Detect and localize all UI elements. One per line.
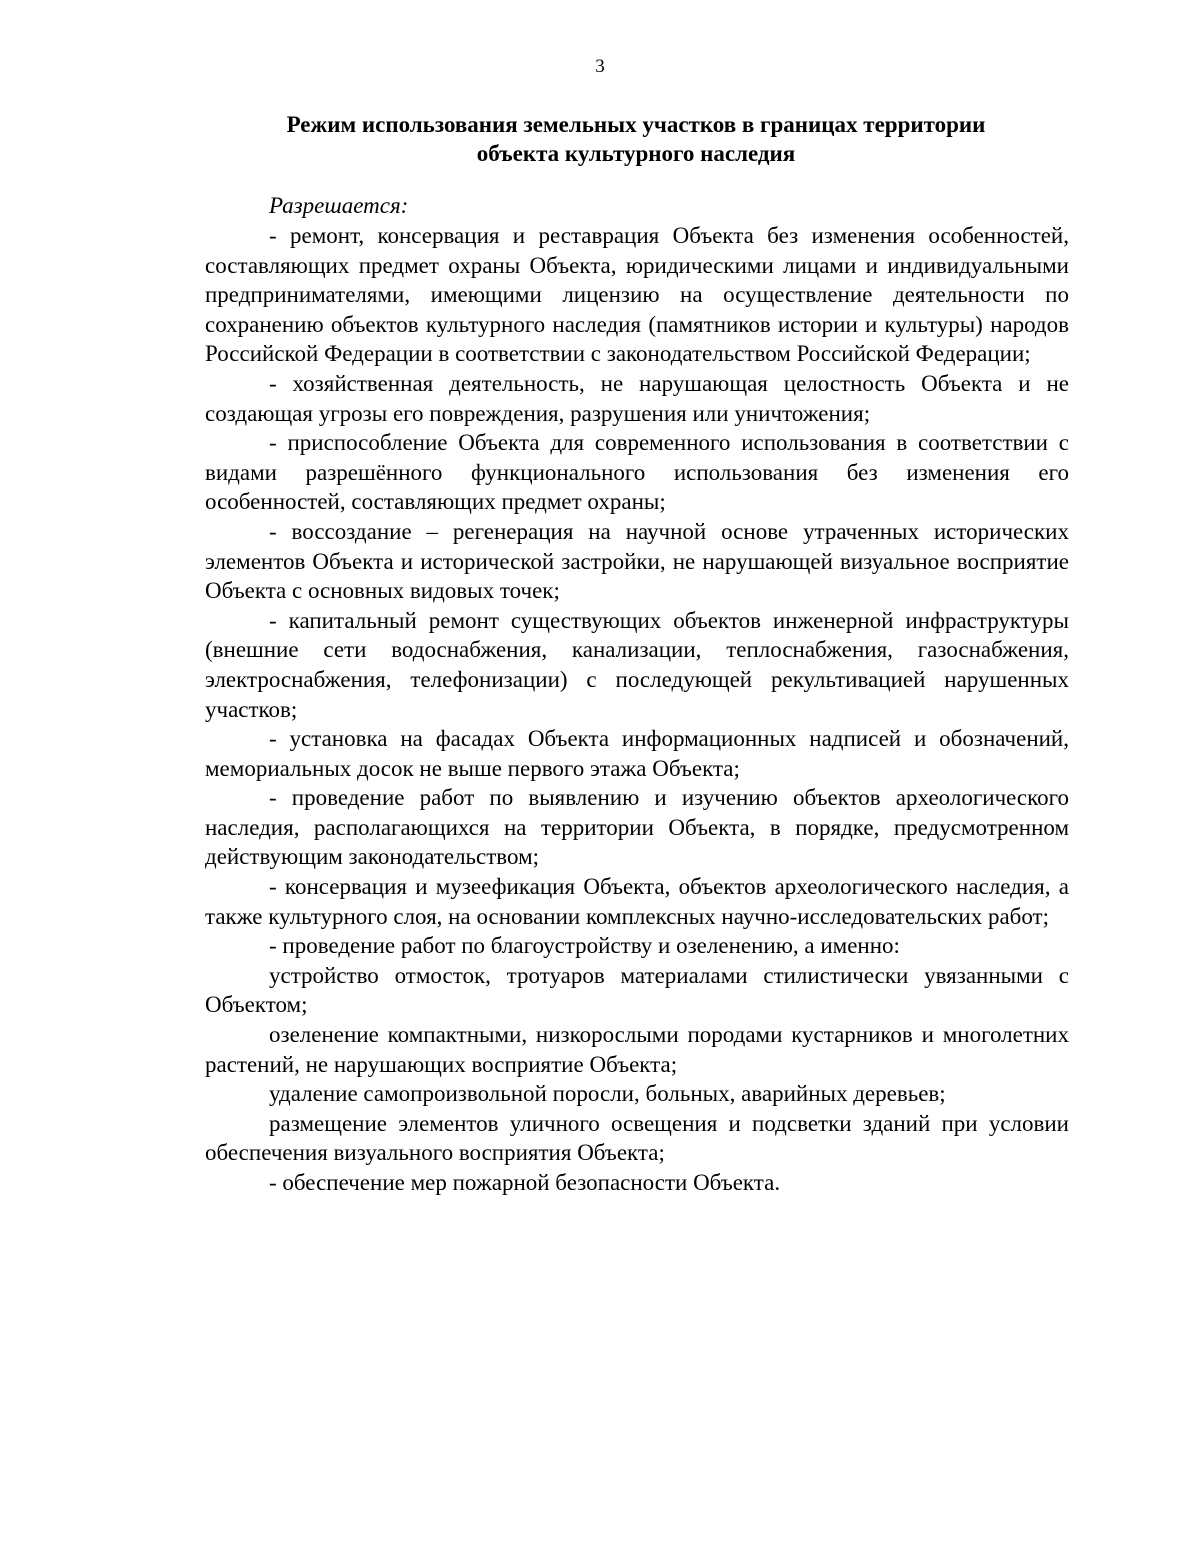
- paragraph-infrastructure-repair: - капитальный ремонт существующих объектов инженерной инфраструктуры (внешние сети водоснабжения, канализации, теплоснабжения, газоснабжения, электроснабжения, телефонизации) с последующей рекультивацией нарушенных участков;: [205, 607, 1069, 722]
- document-body: [205, 191, 1069, 1198]
- paragraph-signage: - установка на фасадах Объекта информационных надписей и обозначений, мемориальных досок не выше первого этажа Объекта;: [205, 726, 1069, 781]
- paragraph-repair: - ремонт, консервация и реставрация Объекта без изменения особенностей, составляющих предмет охраны Объекта, юридическими лицами и индивидуальными предпринимателями, имеющими лицензию на осуществление деятельности по сохранению объектов культурного наследия (памятников истории и культуры) народов Российской Федерации в соответствии с законодательством Российской Федерации;: [205, 223, 1069, 367]
- section-lead: Разрешается:: [269, 193, 409, 218]
- paragraph-museumification: - консервация и музеефикация Объекта, объектов археологического наследия, а также культурного слоя, на основании комплексных научно-исследовательских работ;: [205, 874, 1069, 929]
- heading-line-1: Режим использования земельных участков в границах территории: [286, 112, 986, 137]
- paragraph-economic-activity: - хозяйственная деятельность, не нарушающая целостность Объекта и не создающая угрозы его повреждения, разрушения или уничтожения;: [205, 370, 1069, 426]
- page-number: 3: [595, 56, 605, 77]
- paragraph-archaeology: - проведение работ по выявлению и изучению объектов археологического наследия, располагающихся на территории Объекта, в порядке, предусмотренном действующим законодательством;: [205, 785, 1069, 870]
- document-heading: [200, 110, 1072, 168]
- paragraph-tree-removal: удаление самопроизвольной поросли, больных, аварийных деревьев;: [269, 1081, 946, 1107]
- heading-line-2: объекта культурного наследия: [476, 141, 796, 166]
- paragraph-sidewalks: устройство отмосток, тротуаров материалами стилистически увязанными с Объектом;: [205, 962, 1069, 1018]
- paragraph-adaptation: - приспособление Объекта для современного использования в соответствии с видами разрешённого функционального использования без изменения его особенностей, составляющих предмет охраны;: [205, 430, 1069, 515]
- paragraph-greening: озеленение компактными, низкорослыми породами кустарников и многолетних растений, не нарушающих восприятие Объекта;: [205, 1022, 1069, 1077]
- paragraph-lighting: размещение элементов уличного освещения и подсветки зданий при условии обеспечения визуального восприятия Объекта;: [205, 1110, 1069, 1166]
- paragraph-recreation: - воссоздание – регенерация на научной основе утраченных исторических элементов Объекта и исторической застройки, не нарушающей визуальное восприятие Объекта с основных видовых точек;: [205, 518, 1069, 604]
- paragraph-fire-safety: - обеспечение мер пожарной безопасности Объекта.: [269, 1170, 781, 1195]
- paragraph-landscaping: - проведение работ по благоустройству и озеленению, а именно:: [269, 933, 900, 959]
